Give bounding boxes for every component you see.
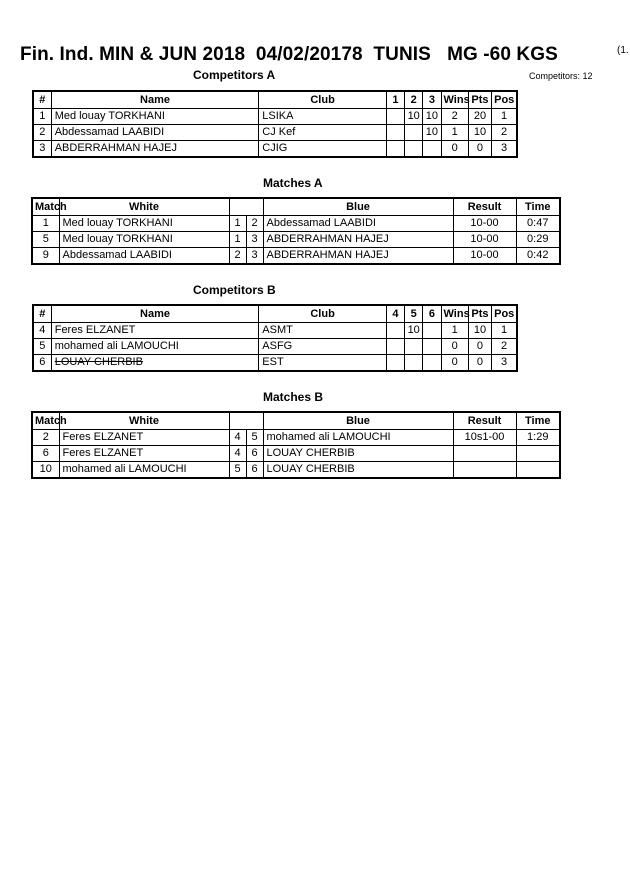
wins-cell: 2: [441, 109, 468, 125]
competitor-club: CJ Kef: [259, 125, 387, 141]
score-cell: [423, 355, 441, 372]
white-competitor: Feres ELZANET: [59, 446, 229, 462]
match-result: [453, 462, 516, 479]
competitor-number: 5: [33, 339, 51, 355]
blue-competitor: ABDERRAHMAN HAJEJ: [263, 248, 453, 265]
score-cell: [386, 125, 404, 141]
col-header-spacer: [229, 412, 246, 430]
pos-cell: 3: [492, 355, 517, 372]
blue-competitor: LOUAY CHERBIB: [263, 446, 453, 462]
matches-b-title: Matches B: [263, 390, 324, 404]
competitor-club: LSIKA: [259, 109, 387, 125]
competitors-count: Competitors: 12: [529, 71, 593, 81]
col-header: 2: [405, 91, 423, 109]
pts-cell: 0: [468, 355, 491, 372]
pos-cell: 1: [492, 109, 517, 125]
table-row: [32, 216, 560, 232]
col-header: Club: [259, 91, 387, 109]
white-number: 2: [229, 248, 246, 265]
competitors-a-title: Competitors A: [193, 68, 276, 82]
blue-number: 6: [246, 462, 263, 479]
col-header: Match: [32, 412, 59, 430]
score-cell: [405, 339, 423, 355]
match-result: [453, 446, 516, 462]
competitor-name: Feres ELZANET: [51, 323, 259, 339]
pts-cell: 0: [468, 339, 491, 355]
white-number: 1: [229, 232, 246, 248]
white-competitor: Med louay TORKHANI: [59, 232, 229, 248]
col-header: Blue: [263, 198, 453, 216]
table-row: [33, 141, 517, 158]
blue-number: 3: [246, 232, 263, 248]
competitors-a-table: [32, 90, 518, 158]
col-header-spacer: [229, 198, 246, 216]
table-header-row: [33, 91, 517, 109]
pos-cell: 2: [492, 125, 517, 141]
match-result: 10-00: [453, 216, 516, 232]
col-header: Pts: [468, 305, 491, 323]
score-cell: [405, 125, 423, 141]
score-cell: [423, 141, 441, 158]
wins-cell: 1: [441, 125, 468, 141]
match-number: 9: [32, 248, 59, 265]
competitors-b-table: [32, 304, 518, 372]
wins-cell: 1: [441, 323, 468, 339]
col-header: Blue: [263, 412, 453, 430]
match-time: [516, 446, 560, 462]
table-row: [32, 430, 560, 446]
col-header: Wins: [441, 91, 468, 109]
table-row: [32, 248, 560, 265]
white-competitor: Abdessamad LAABIDI: [59, 248, 229, 265]
white-competitor: Med louay TORKHANI: [59, 216, 229, 232]
blue-number: 6: [246, 446, 263, 462]
score-cell: 10: [423, 109, 441, 125]
blue-number: 2: [246, 216, 263, 232]
pts-cell: 20: [468, 109, 491, 125]
competitor-name: ABDERRAHMAN HAJEJ: [51, 141, 259, 158]
col-header: 1: [386, 91, 404, 109]
match-time: [516, 462, 560, 479]
table-header-row: [33, 305, 517, 323]
table-row: [33, 339, 517, 355]
col-header: Time: [516, 198, 560, 216]
score-cell: [386, 323, 404, 339]
score-cell: 10: [423, 125, 441, 141]
competitors-b-title: Competitors B: [193, 283, 276, 297]
score-cell: 10: [405, 323, 423, 339]
matches-b-table: [31, 411, 561, 479]
competitor-number: 1: [33, 109, 51, 125]
table-header-row: [32, 412, 560, 430]
col-header-spacer: [246, 412, 263, 430]
match-time: 0:42: [516, 248, 560, 265]
blue-number: 5: [246, 430, 263, 446]
col-header: #: [33, 91, 51, 109]
score-cell: 10: [405, 109, 423, 125]
score-cell: [405, 355, 423, 372]
pts-cell: 0: [468, 141, 491, 158]
col-header: Pos: [492, 91, 517, 109]
wins-cell: 0: [441, 141, 468, 158]
table-row: [32, 232, 560, 248]
col-header: Result: [453, 412, 516, 430]
blue-competitor: mohamed ali LAMOUCHI: [263, 430, 453, 446]
match-number: 10: [32, 462, 59, 479]
match-number: 6: [32, 446, 59, 462]
competitor-number: 4: [33, 323, 51, 339]
competitor-club: ASMT: [259, 323, 387, 339]
pos-cell: 3: [492, 141, 517, 158]
pos-cell: 2: [492, 339, 517, 355]
col-header: #: [33, 305, 51, 323]
score-cell: [423, 323, 441, 339]
competitor-name: mohamed ali LAMOUCHI: [51, 339, 259, 355]
competitor-number: 6: [33, 355, 51, 372]
col-header-spacer: [246, 198, 263, 216]
match-number: 5: [32, 232, 59, 248]
competitor-name-withdrawn: LOUAY CHERBIB: [51, 355, 259, 372]
score-cell: [386, 141, 404, 158]
col-header: Club: [259, 305, 387, 323]
col-header: Name: [51, 305, 259, 323]
col-header: Match: [32, 198, 59, 216]
competitor-club: EST: [259, 355, 387, 372]
pts-cell: 10: [468, 125, 491, 141]
table-header-row: [32, 198, 560, 216]
score-cell: [386, 109, 404, 125]
white-competitor: mohamed ali LAMOUCHI: [59, 462, 229, 479]
white-competitor: Feres ELZANET: [59, 430, 229, 446]
white-number: 4: [229, 446, 246, 462]
match-time: 1:29: [516, 430, 560, 446]
white-number: 1: [229, 216, 246, 232]
table-row: [33, 125, 517, 141]
match-time: 0:47: [516, 216, 560, 232]
blue-number: 3: [246, 248, 263, 265]
competitor-name: Abdessamad LAABIDI: [51, 125, 259, 141]
col-header: Pts: [468, 91, 491, 109]
score-cell: [405, 141, 423, 158]
wins-cell: 0: [441, 355, 468, 372]
match-result: 10-00: [453, 248, 516, 265]
match-number: 1: [32, 216, 59, 232]
col-header: Name: [51, 91, 259, 109]
table-row: [32, 462, 560, 479]
score-cell: [386, 339, 404, 355]
table-row: [33, 355, 517, 372]
col-header: White: [59, 198, 229, 216]
table-row: [32, 446, 560, 462]
col-header: 6: [423, 305, 441, 323]
match-number: 2: [32, 430, 59, 446]
wins-cell: 0: [441, 339, 468, 355]
competitor-name: Med louay TORKHANI: [51, 109, 259, 125]
col-header: 4: [386, 305, 404, 323]
col-header: 5: [405, 305, 423, 323]
score-cell: [423, 339, 441, 355]
pos-cell: 1: [492, 323, 517, 339]
matches-a-table: [31, 197, 561, 265]
competitor-club: ASFG: [259, 339, 387, 355]
col-header: White: [59, 412, 229, 430]
competitor-number: 3: [33, 141, 51, 158]
col-header: Wins: [441, 305, 468, 323]
match-result: 10s1-00: [453, 430, 516, 446]
pts-cell: 10: [468, 323, 491, 339]
col-header: Result: [453, 198, 516, 216]
blue-competitor: LOUAY CHERBIB: [263, 462, 453, 479]
competitor-number: 2: [33, 125, 51, 141]
blue-competitor: Abdessamad LAABIDI: [263, 216, 453, 232]
match-result: 10-00: [453, 232, 516, 248]
match-time: 0:29: [516, 232, 560, 248]
title-superscript: (1.: [617, 45, 629, 56]
col-header: 3: [423, 91, 441, 109]
blue-competitor: ABDERRAHMAN HAJEJ: [263, 232, 453, 248]
matches-a-title: Matches A: [263, 176, 323, 190]
col-header: Time: [516, 412, 560, 430]
competitor-club: CJIG: [259, 141, 387, 158]
table-row: [33, 323, 517, 339]
score-cell: [386, 355, 404, 372]
white-number: 5: [229, 462, 246, 479]
col-header: Pos: [492, 305, 517, 323]
page-title: Fin. Ind. MIN & JUN 2018 04/02/20178 TUNIS MG -60 KGS: [20, 44, 558, 65]
table-row: [33, 109, 517, 125]
white-number: 4: [229, 430, 246, 446]
